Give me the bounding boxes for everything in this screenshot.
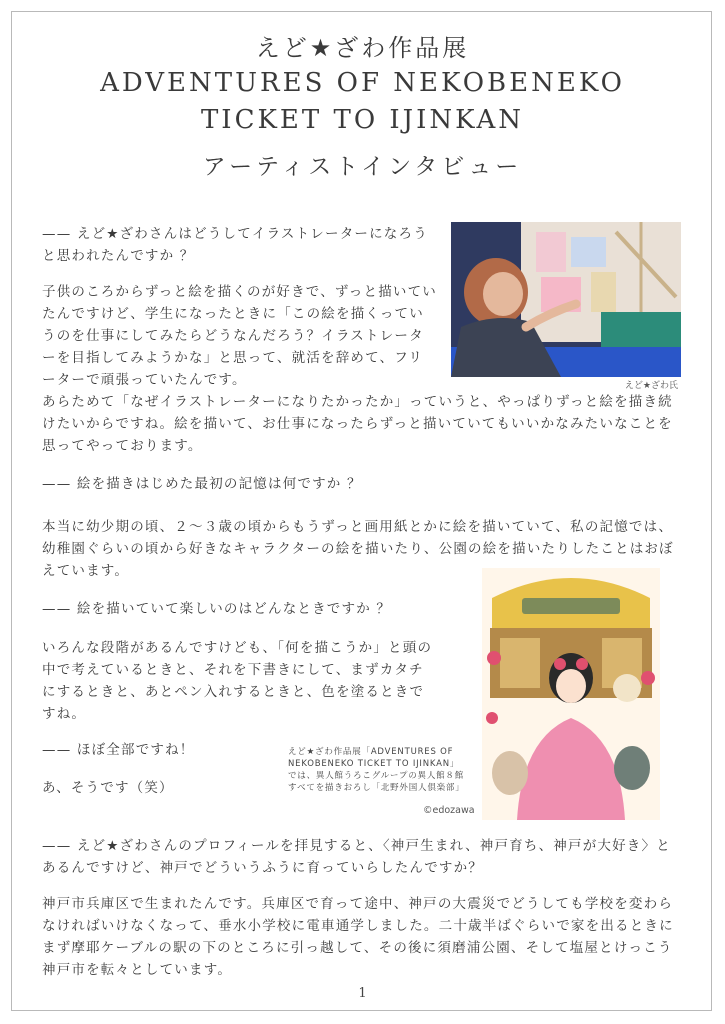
question-4: —— ほぼ全部ですね！: [42, 742, 195, 758]
exhibition-title-en-line2: TICKET TO IJINKAN: [200, 105, 525, 135]
copyright-credit: ©edozawa: [423, 805, 475, 816]
question-3: —— 絵を描いていて楽しいのはどんなときですか ？: [42, 601, 392, 617]
illustration-caption: えど★ざわ作品展「ADVENTURES OF NEKOBENEKO TICKET TO IJINKAN」 では、異人館うろこグループの異人館８館 すべてを描きおろし「北野外国人倶楽部」: [288, 747, 465, 793]
artist-photo: [451, 222, 681, 377]
question-2: —— 絵を描きはじめた最初の記憶は何ですか ？: [42, 476, 362, 492]
article-subtitle: アーティストインタビュー: [202, 154, 523, 180]
answer-1a: 子供のころからずっと絵を描くのが好きで、ずっと描いていたんですけど、学生になったときに「この絵を描くっていうのを仕事にしてみたらどうなんだろう？イラストレーターを目指してみようかな」と思って、就活を辞めて、フリーターで頑張っていたんです。: [42, 284, 438, 388]
exhibition-illustration: [482, 568, 660, 820]
answer-4: あ、そうです（笑）: [42, 780, 174, 796]
answer-2: 本当に幼少期の頃、２〜３歳の頃からもうずっと画用紙とかに絵を描いていて、私の記憶では、幼稚園ぐらいの頃から好きなキャラクターの絵を描いたり、公園の絵を描いたりしたことはおぼえています。: [42, 519, 674, 579]
artist-photo-caption: えど★ざわ氏: [624, 381, 678, 391]
answer-5: 神戸市兵庫区で生まれたんです。兵庫区で育って途中、神戸の大震災でどうしても学校を変わらなければいけなくなって、垂水小学校に電車通学しました。二十歳半ばぐらいで家を出るときにまず摩耶ケーブルの駅の下のところに引っ越して、その後に須磨浦公園、そして塩屋とけっこう神戸市を転々としています。: [42, 896, 674, 978]
question-1: —— えど★ざわさんはどうしてイラストレーターになろうと思われたんですか ？: [42, 226, 428, 264]
answer-1b: あらためて「なぜイラストレーターになりたかったか」っていうと、やっぱりずっと絵を描き続けたいからですね。絵を描いて、お仕事になったらずっと描いていてもいいかなみたいなことを思ってやっております。: [42, 394, 673, 454]
answer-3: いろんな段階があるんですけども、「何を描こうか」と頭の中で考えているときと、それを下書きにして、まずカタチにするときと、あとペン入れするときと、色を塗るときですね。: [42, 640, 433, 722]
question-5: —— えど★ざわさんのプロフィールを拝見すると、〈神戸生まれ、神戸育ち、神戸が大好き〉とあるんですけど、神戸でどういうふうに育っていらしたんですか？: [42, 838, 671, 876]
page-number: 1: [358, 986, 367, 1001]
exhibition-title-jp: えど★ざわ作品展: [255, 34, 470, 62]
exhibition-title-en-line1: ADVENTURES OF NEKOBENEKO: [100, 68, 625, 98]
